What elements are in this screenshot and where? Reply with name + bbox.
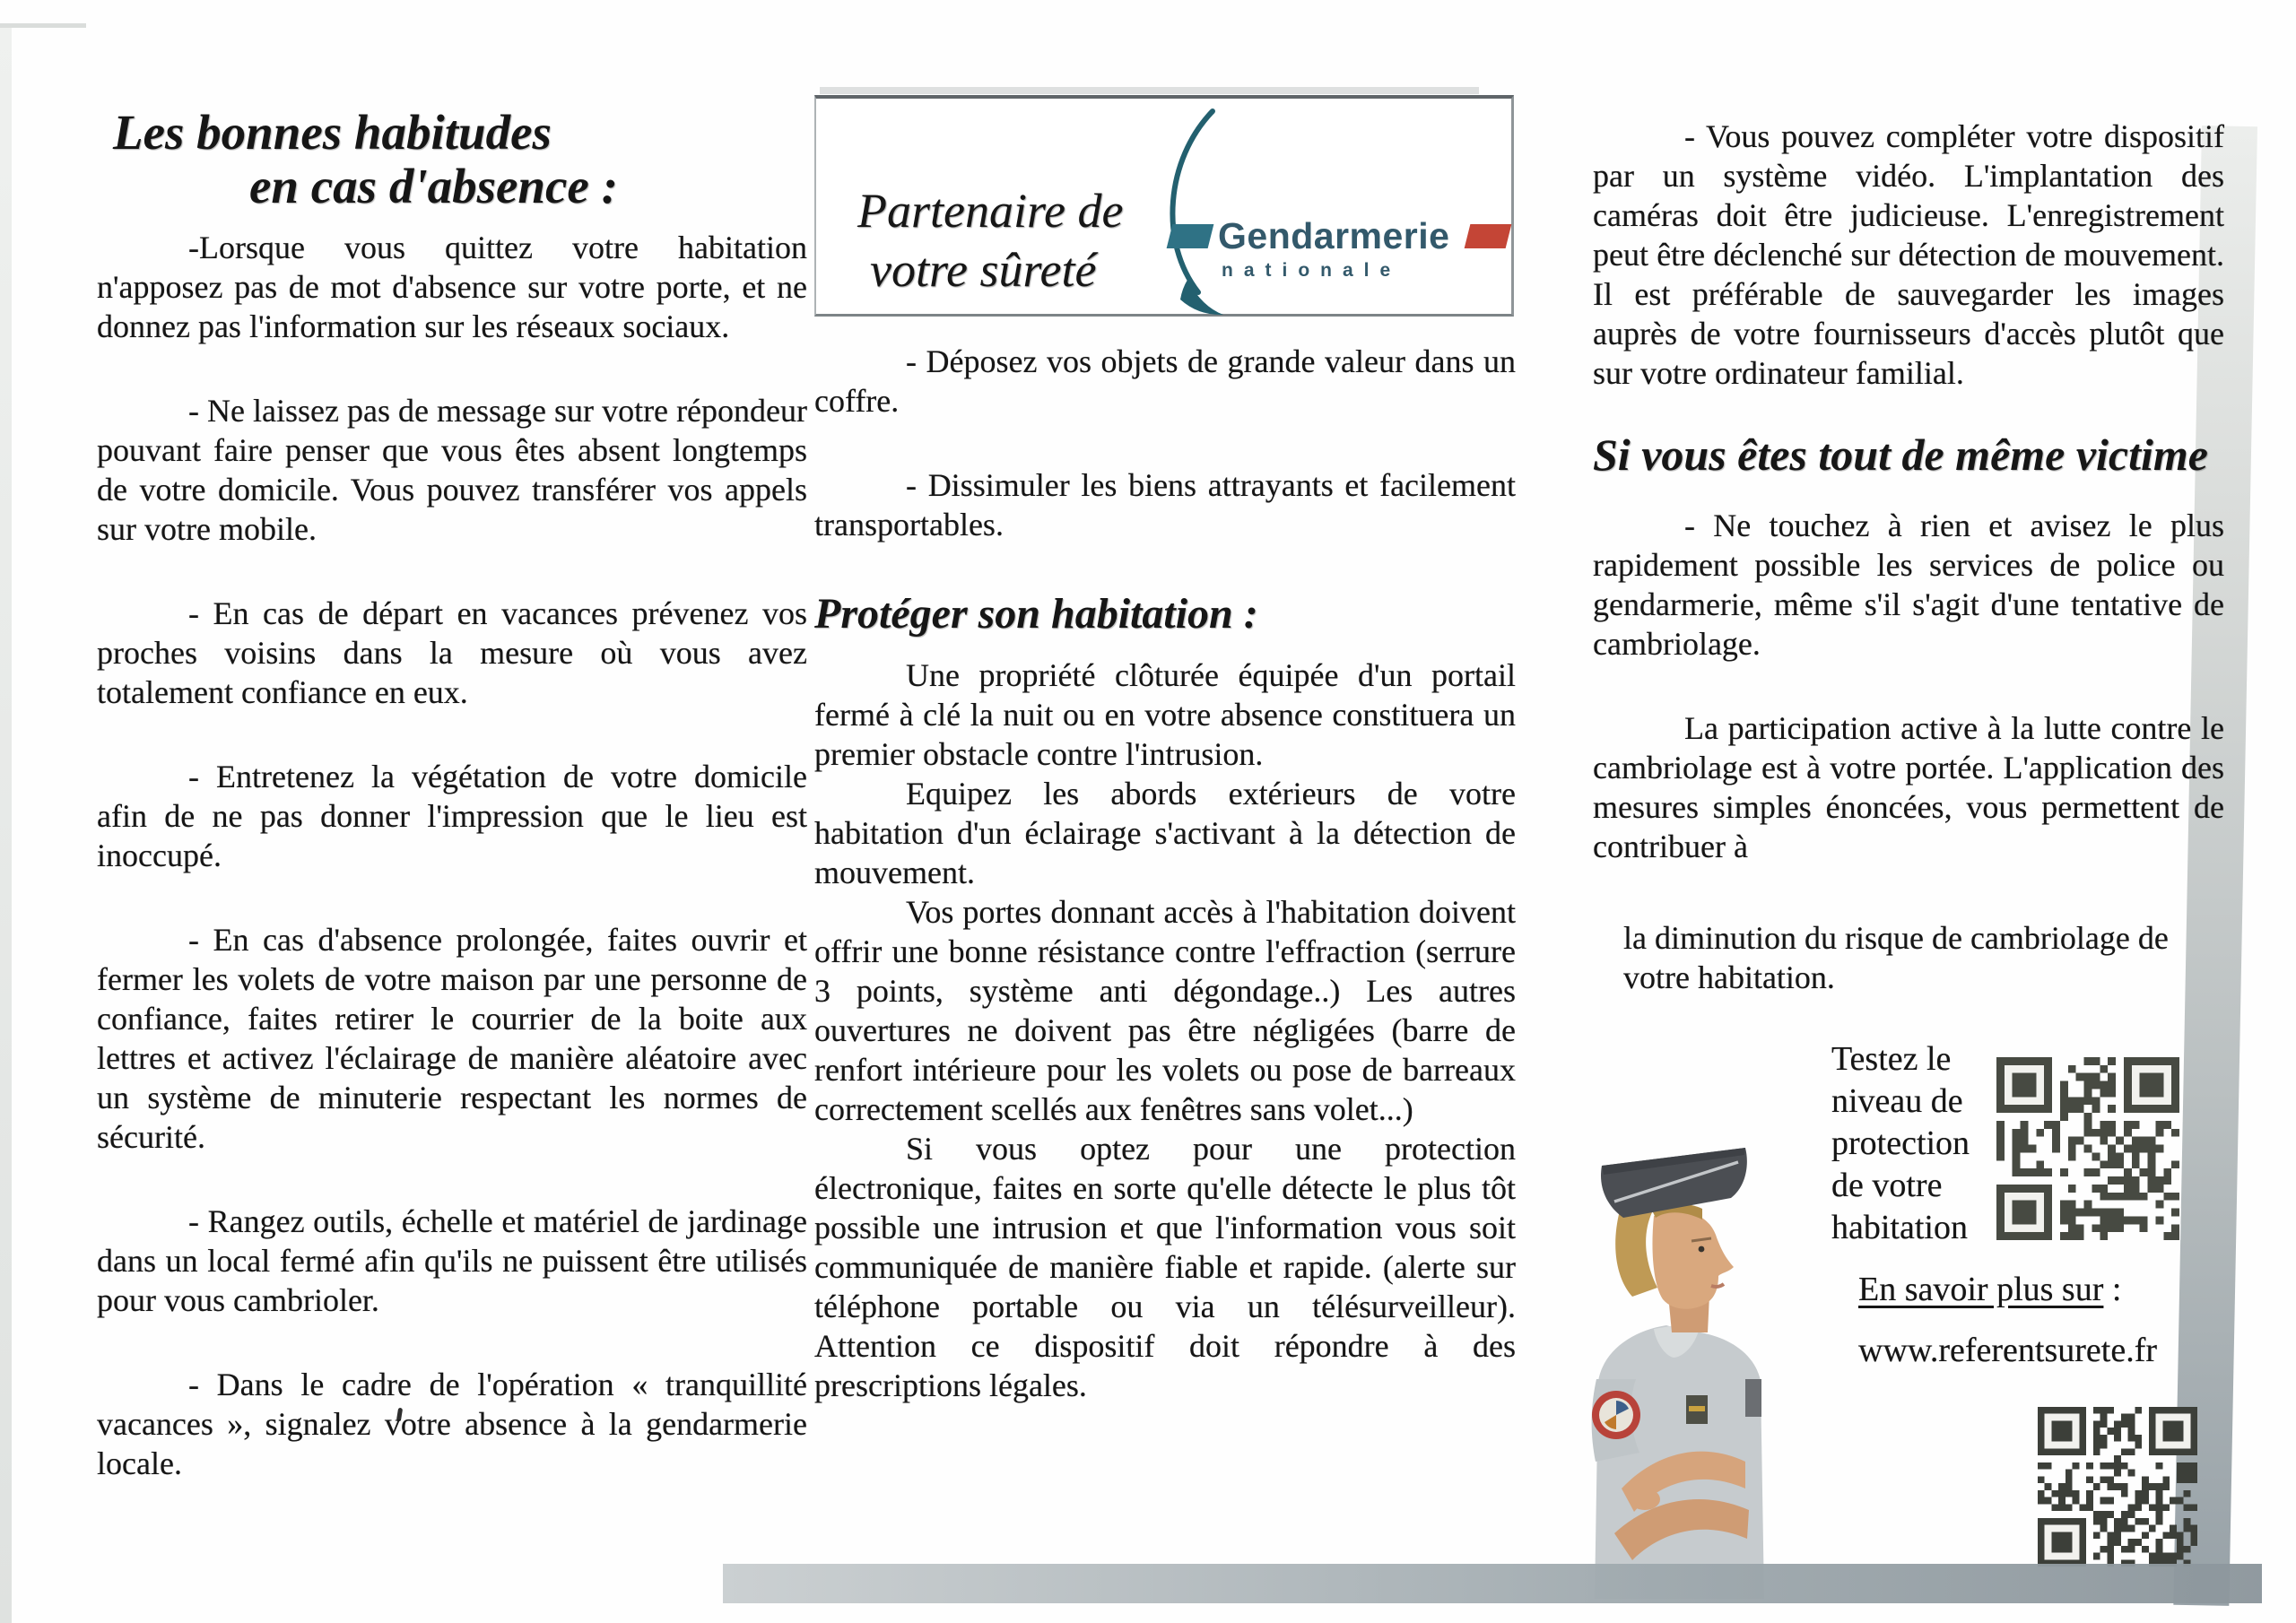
more-info-label	[1858, 1270, 2121, 1309]
qr-code-protection-test	[1996, 1053, 2179, 1245]
qr-code-referentsurete	[2038, 1404, 2197, 1569]
heading-if-victim: Si vous êtes tout de même victime	[1593, 430, 2208, 480]
paragraph-vegetation: - Entretenez la végétation de votre domicile afin de ne pas donner l'impression que le lieu est inoccupé.	[97, 759, 807, 873]
right-column	[1593, 117, 2224, 997]
qr-caption-line: Testez le	[1831, 1040, 1952, 1078]
paragraph-long-absence: - En cas d'absence prolongée, faites ouvrir et fermer les volets de votre maison par une personne de confiance, faites retirer le courrier de la boite aux lettres et activez l'éclairage de manière aléatoire avec un système de minuterie respectant les normes de sécurité.	[97, 922, 807, 1155]
scan-edge-top	[0, 23, 86, 28]
paragraph-tranquillite-vacances: - Dans le cadre de l'opération « tranquillité vacances », signalez votre absence à la gendarmerie locale.	[97, 1367, 807, 1481]
left-column	[97, 106, 807, 1528]
paragraph-touch-nothing: - Ne touchez à rien et avisez le plus rapidement possible les services de police ou gendarmerie, même s'il s'agit d'une tentative de cambriolage.	[1593, 508, 2224, 662]
paragraph-exterior-lighting: Equipez les abords extérieurs de votre habitation d'un éclairage s'activant à la détection de mouvement.	[814, 776, 1516, 890]
paragraph-no-absence-note: -Lorsque vous quittez votre habitation n'apposez pas de mot d'absence sur votre porte, et ne donnez pas l'information sur les réseaux sociaux.	[97, 230, 807, 344]
brand-subname: nationale	[1222, 260, 1402, 281]
swoosh-icon	[1157, 108, 1229, 316]
paragraph-hide-valuables: - Dissimuler les biens attrayants et facilement transportables.	[814, 467, 1516, 542]
more-info-underlined: En savoir plus sur	[1858, 1271, 2104, 1308]
brand-name: Gendarmerie	[1218, 215, 1450, 256]
paragraph-warn-neighbors: - En cas de départ en vacances prévenez vos proches voisins dans la mesure où vous avez totalement confiance en eux.	[97, 595, 807, 710]
qr-caption-line: protection	[1831, 1124, 1970, 1162]
paragraph-store-tools: - Rangez outils, échelle et matériel de jardinage dans un local fermé afin qu'ils ne puissent être utilisés pour vous cambrioler.	[97, 1203, 807, 1318]
paragraph-answering-machine: - Ne laissez pas de message sur votre répondeur pouvant faire penser que vous êtes absent longtemps de votre domicile. Vous pouvez transférer vos appels sur votre mobile.	[97, 393, 807, 547]
paragraph-fenced-property: Une propriété clôturée équipée d'un portail fermé à clé la nuit ou en votre absence constituera un premier obstacle contre l'intrusion.	[814, 657, 1516, 772]
brand-right-block-icon	[1465, 224, 1512, 248]
scan-edge-left	[0, 23, 12, 1623]
left-column-title-line1: Les bonnes habitudes	[113, 105, 552, 160]
gendarmerie-nationale-logo	[1157, 104, 1512, 314]
qr-caption-line: niveau de	[1831, 1082, 1963, 1120]
paragraph-risk-reduction: la diminution du risque de cambriolage de votre habitation.	[1623, 920, 2169, 995]
left-column-title-line2: en cas d'absence :	[249, 159, 618, 213]
banner-title-line2: votre sûreté	[870, 243, 1097, 297]
partner-banner	[814, 95, 1514, 317]
qr-caption-line: de votre	[1831, 1167, 1943, 1204]
middle-paragraphs	[814, 342, 1516, 1405]
gendarme-photo	[1568, 1110, 1783, 1599]
more-info-colon: :	[2103, 1271, 2122, 1308]
banner-title	[857, 181, 1123, 299]
paragraph-electronic-protection: Si vous optez pour une protection électronique, faites en sorte qu'elle détecte le plus tôt possible une intrusion et que l'information vous soit communiquée de manière fiable et rapide. (alerte sur téléphone portable ou via un télésurveilleur). Attention ce dispositif doit répondre à des prescriptions légales.	[814, 1131, 1516, 1403]
paragraph-video-system: - Vous pouvez compléter votre dispositif par un système vidéo. L'implantation des caméras doit être judicieuse. L'enregistrement peut être déclenché sur détection de mouvement. Il est préférable de sauvegarder les images auprès de votre fournisseurs d'accès plutôt que sur votre ordinateur familial.	[1593, 118, 2224, 391]
banner-title-line1: Partenaire de	[857, 184, 1124, 238]
paragraph-active-participation: La participation active à la lutte contre le cambriolage est à votre portée. L'application des mesures simples énoncées, vous permettent de contribuer à	[1593, 710, 2224, 864]
brand-left-block-icon	[1167, 224, 1214, 248]
paragraph-safe-deposit: - Déposez vos objets de grande valeur dans un coffre.	[814, 343, 1516, 419]
scan-fold-shadow-bottom	[723, 1564, 2262, 1603]
middle-column	[814, 95, 1516, 1405]
qr-caption	[1831, 1038, 1993, 1249]
heading-protect-home: Protéger son habitation :	[814, 590, 1258, 638]
website-url: www.referentsurete.fr	[1858, 1332, 2158, 1369]
qr-caption-line: habitation	[1831, 1209, 1968, 1246]
paragraph-doors-resistance: Vos portes donnant accès à l'habitation doivent offrir une bonne résistance contre l'effraction (serrure 3 points, système anti dégondage..) Les autres ouvertures ne doivent pas être négligées (barre de renfort intérieure pour les volets ou pose de barreaux correctement scellés aux fenêtres sans volet...)	[814, 894, 1516, 1127]
